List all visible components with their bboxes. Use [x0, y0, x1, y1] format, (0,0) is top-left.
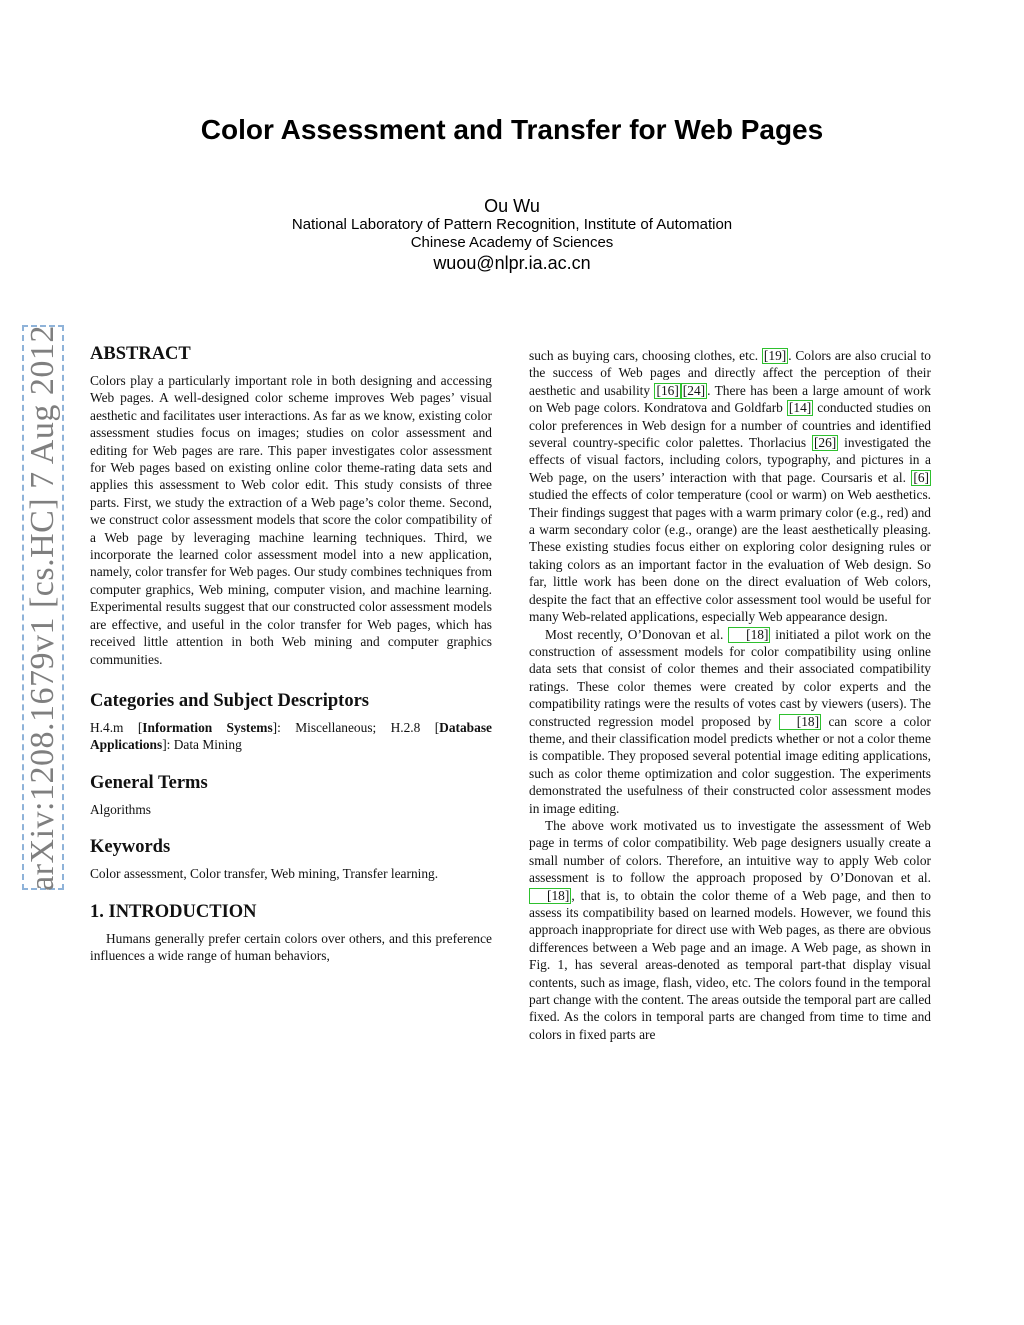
paper-title: Color Assessment and Transfer for Web Pages — [200, 114, 824, 145]
citation-link[interactable]: [14] — [788, 400, 812, 416]
left-column — [90, 343, 492, 964]
arxiv-stamp[interactable] — [22, 325, 64, 890]
citation-link[interactable]: [18] — [728, 627, 770, 643]
arxiv-id-label: arXiv:1208.1679v1 [cs.HC] 7 Aug 2012 — [24, 324, 61, 891]
affiliation-line-2: Chinese Academy of Sciences — [410, 234, 614, 251]
general-terms-heading: General Terms — [90, 772, 208, 793]
categories-heading: Categories and Subject Descriptors — [90, 690, 369, 711]
citation-link[interactable]: [6] — [913, 469, 929, 485]
keywords-heading: Keywords — [90, 837, 171, 858]
citation-link[interactable]: [18] — [529, 888, 571, 904]
affiliation-line-1: National Laboratory of Pattern Recognition, Institute of Automation — [291, 216, 733, 233]
intro-paragraph-motivation: The above work motivated us to investigate the assessment of Web page in terms of color compatibility. Web page designers usually create a small number of colors. Therefore, an intuitive way to apply Web color assessment is to follow the approach proposed by O’Donovan et al. [18] , that is, to obtain the color theme of a Web page, and then to assess its compatibility based on learned models. However, we found this approach inappropriate for direct use with Web pages, as there are obvious differences between a Web page and an image. A Web page, as shown in Fig. 1, has several areas-denoted as temporal part-that display visual contents, such as image, flash, video, etc. The colors found in the temporal part change with the content. The areas outside the temporal part are called fixed. As the colors in temporal parts are changed from time to time and colors in fixed parts are — [529, 817, 931, 1042]
introduction-paragraph-1: Humans generally prefer certain colors over others, and this preference influences a wide range of human behaviors, — [90, 930, 492, 963]
citation-link[interactable]: [16] — [656, 382, 679, 398]
citation-link[interactable]: [18] — [779, 714, 821, 730]
intro-paragraph-continued: such as buying cars, choosing clothes, etc. [19] . Colors are also crucial to the success of Web pages and directly affect the perception of their aesthetic and usability [16] [24] . There has been a large amount of work on Web page colors. Kondratova and Goldfarb [14] conducted studies on color preferences in Web design for a number of countries and identified several country-specific color palettes. Thorlacius [26] investigated the effects of visual factors, including colors, typography, and pictures in a Web page, on the users’ interaction with that page. Coursaris et al. [6] studied the effects of color temperature (cool or warm) on Web aesthetics. Their findings suggest that pages with a warm primary color (e.g., red) and a warm secondary color (e.g., orange) are the least aesthetically pleasing. These existing studies focus either on exploring color designing rules or taking colors as an important factor in the evaluation of Web design. So far, little work has been done on the direct evaluation of Web colors, despite the fact that an effective color assessment tool would be useful for many Web-related applications, especially Web appearance design. — [529, 348, 932, 625]
citation-link[interactable]: [26] — [813, 435, 837, 451]
citation-link[interactable]: [19] — [763, 348, 787, 363]
abstract-heading: ABSTRACT — [90, 344, 191, 364]
keywords-text: Color assessment, Color transfer, Web mining, Transfer learning. — [90, 866, 439, 882]
abstract-text: Colors play a particularly important role in both designing and accessing Web pages. A well-designed color scheme improves Web pages’ visual aesthetic and facilitates user interactions. As far as we know, existing color assessment studies focus on images; studies on color assessment and editing for Web pages are rare. This paper investigates color assessment for Web pages based on existing online color theme-rating data sets and applies this assessment to Web color edit. This study consists of three parts. First, we study the extraction of a Web page’s color theme. Second, we construct color assessment models that score the color compatibility of a Web page by leveraging machine learning techniques. Third, we incorporate the learned color assessment model into a new application, namely, color transfer for Web pages. Our study combines techniques from computer graphics, Web mining, computer vision, and machine learning. Experimental results suggest that our constructed color assessment models are effective, and useful in the color transfer for Web pages, which has received little attention in both Web mining and computer graphics communities. — [90, 373, 492, 667]
author-email[interactable]: wuou@nlpr.ia.ac.cn — [433, 253, 591, 273]
citation-link[interactable]: [24] — [682, 382, 706, 398]
general-terms-text: Algorithms — [90, 801, 152, 817]
intro-paragraph-odonovan: Most recently, O’Donovan et al. [18] initiated a pilot work on the construction of assessment models for color compatibility using online data sets that consist of color themes and their associated compatibility ratings. These color themes were created by color experts and the compatibility ratings were the results of votes cast by viewers (users). The constructed regression model proposed by [18] can score a color theme, and their classification model predicts whether or not a color theme is compatible. They proposed several potential image editing applications, such as color theme optimization and color suggestion. The experiments demonstrated the usefulness of their constructed color assessment modes in image editing. — [529, 626, 931, 816]
categories-text: H.4.m [Information Systems]: Miscellaneous; H.2.8 [Database Applications]: Data Mining — [90, 719, 492, 753]
author-name: Ou Wu — [484, 196, 540, 216]
right-column — [529, 347, 931, 1043]
introduction-heading: 1. INTRODUCTION — [90, 901, 257, 922]
author-block — [0, 196, 1024, 274]
